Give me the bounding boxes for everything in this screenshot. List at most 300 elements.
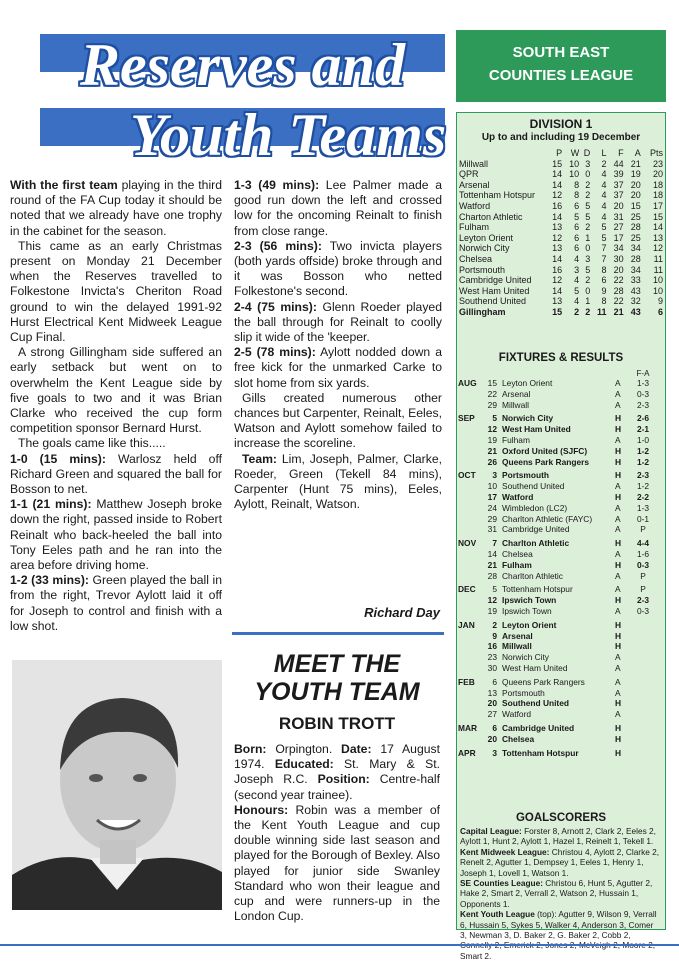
table-cell: 4 (601, 179, 607, 190)
fixture-score: P (640, 584, 646, 595)
table-cell: 5 (601, 232, 607, 243)
team-column-header (459, 148, 545, 159)
table-cell: 15 (630, 200, 641, 211)
table-cell: 12 (652, 243, 663, 254)
team-name: Tottenham Hotspur (459, 190, 536, 201)
fixture-score: 1-0 (636, 434, 650, 445)
goal-entry (10, 452, 222, 498)
table-cell: 14 (552, 179, 563, 190)
fixture-row (458, 584, 664, 595)
table-cell: 43 (630, 306, 641, 317)
goal-time: 1-3 (49 mins): (234, 178, 320, 192)
table-cell: 6 (601, 275, 607, 286)
goalscorers-entry (460, 826, 662, 847)
fixture-month: OCT (458, 470, 476, 481)
fixture-score: P (640, 570, 646, 581)
table-cell: 18 (652, 190, 663, 201)
table-cell: 14 (552, 285, 563, 296)
goal-entry (234, 178, 442, 239)
league-header-line-1: SOUTH EAST (512, 44, 610, 61)
fixture-score: 1-2 (636, 456, 650, 467)
table-cell: 4 (601, 211, 607, 222)
fixture-row (458, 413, 664, 424)
fixture-score: 1-6 (636, 548, 650, 559)
table-cell: 10 (569, 158, 580, 169)
table-cell: 34 (630, 243, 641, 254)
table-cell: 2 (585, 306, 591, 317)
bio-value: St. Mary & St. Joseph R.C. (234, 757, 440, 787)
fixture-opponent: Queens Park Rangers (502, 456, 590, 467)
bio-honours (234, 803, 440, 925)
goal-time: 2-3 (56 mins): (234, 238, 322, 253)
fixture-day: 20 (487, 733, 497, 744)
paragraph-text: playing in the third round of the FA Cup today it should be noted that we already have one trophy in the cabinet for the season. (10, 178, 222, 238)
table-cell: 12 (552, 232, 563, 243)
fixture-opponent: Charlton Athletic (FAYC) (502, 513, 593, 524)
fixture-day: 29 (487, 399, 497, 410)
fixture-opponent: Millwall (502, 399, 529, 410)
table-cell: 6 (657, 306, 663, 317)
fixture-opponent: Watford (502, 491, 534, 502)
fixture-score: 1-2 (636, 445, 650, 456)
fixture-opponent: Arsenal (502, 630, 533, 641)
table-cell: 3 (585, 158, 591, 169)
fixture-opponent: Southend United (502, 481, 565, 492)
page-title (80, 30, 480, 170)
division-subtitle: Up to and including 19 December (481, 132, 641, 143)
table-row (459, 265, 663, 276)
fixture-day: 19 (487, 605, 497, 616)
table-cell: 21 (613, 306, 624, 317)
fixture-score: 2-1 (636, 424, 650, 435)
fixture-row (458, 620, 664, 631)
fixture-row (458, 631, 664, 642)
team-name: Leyton Orient (459, 232, 514, 243)
fixture-opponent: Tottenham Hotspur (502, 747, 579, 758)
table-cell: 20 (630, 179, 641, 190)
fixture-day: 22 (487, 388, 497, 399)
table-cell: 14 (552, 169, 563, 180)
player-photo (12, 660, 222, 910)
fixture-venue: A (615, 378, 621, 388)
fixture-venue: H (615, 424, 622, 435)
fixture-row (458, 641, 664, 652)
table-cell: 14 (552, 211, 563, 222)
fixture-day: 5 (492, 413, 497, 424)
fixture-opponent: Portsmouth (502, 687, 545, 698)
goalscorers-list (460, 826, 662, 961)
fixture-opponent: Cambridge United (502, 722, 575, 733)
meet-title-line-2: YOUTH TEAM (254, 678, 420, 706)
fixture-row (458, 481, 664, 492)
fixture-opponent: Cambridge United (502, 524, 570, 535)
article-column-2 (234, 178, 442, 512)
fixture-row (458, 571, 664, 582)
fixture-row (458, 652, 664, 663)
fixture-venue: A (615, 652, 621, 663)
fixture-venue: A (615, 388, 621, 399)
fixtures-list (458, 378, 664, 758)
fixture-day: 28 (487, 570, 497, 581)
fixture-venue: A (615, 709, 621, 720)
fixture-score: P (640, 524, 646, 535)
table-cell: 2 (574, 306, 580, 317)
fixture-venue: H (615, 445, 622, 456)
scorers-text: Christou 4, Aylott 2, Clarke 2, Renelt 2, Agutter 1, Dempsey 1, Eeles 1, Henry 1, Joseph 1, Lovell 1, Watson 1. (460, 846, 660, 878)
fixture-day: 15 (487, 378, 497, 388)
fixture-row (458, 663, 664, 674)
title-line-2: Youth Teams (130, 102, 447, 168)
fixture-opponent: Chelsea (502, 733, 535, 744)
fixture-score: 1-3 (636, 502, 650, 513)
bio-value: Robin was a member of the Kent Youth League and cup double winning side last season and played for the Borough of Bexley. Also played for junior side Swanley Standard who won their league and cup and were runners-up in the London Cup. (234, 802, 440, 924)
table-cell: 2 (585, 179, 591, 190)
table-row (459, 169, 663, 180)
bio-value: 17 August 1974. (234, 742, 440, 772)
fixture-month: JAN (458, 619, 475, 630)
table-cell: 8 (574, 190, 580, 201)
table-cell: 2 (585, 275, 591, 286)
table-cell: 25 (630, 211, 641, 222)
bio-value: Centre-half (second year trainee). (234, 772, 440, 802)
fixture-opponent: Norwich City (502, 413, 554, 424)
table-row (459, 243, 663, 254)
table-cell: 37 (613, 179, 624, 190)
fixture-day: 10 (487, 481, 497, 492)
goalscorers-entry (460, 847, 662, 878)
team-name: Southend United (459, 296, 527, 307)
table-cell: 15 (552, 306, 563, 317)
fixture-month: APR (458, 747, 476, 758)
table-cell: 28 (613, 285, 624, 296)
column-header: P (556, 148, 563, 158)
table-cell: 43 (630, 285, 641, 296)
goalscorers-title: GOALSCORERS (515, 812, 607, 824)
table-row (459, 254, 663, 265)
table-row (459, 275, 663, 286)
meet-title-line-1: MEET THE (273, 650, 401, 678)
table-cell: 4 (601, 200, 607, 211)
table-cell: 37 (613, 190, 624, 201)
team-name: Gillingham (459, 306, 506, 317)
table-cell: 11 (653, 253, 663, 264)
fixture-row (458, 514, 664, 525)
fixture-day: 23 (487, 652, 497, 663)
fixture-opponent: Watford (502, 709, 532, 720)
fixture-score: 0-3 (636, 559, 650, 570)
table-row (459, 190, 663, 201)
team-name: QPR (459, 169, 479, 180)
table-cell: 10 (652, 275, 663, 286)
table-cell: 2 (585, 222, 591, 233)
fixture-venue: A (615, 584, 621, 595)
team-text: Lim, Joseph, Palmer, Clarke, Roeder, Green (Tekell 84 mins), Carpenter (Hunt 75 mins), Eeles, Aylott, Reinalt, Watson. (234, 451, 442, 512)
table-cell: 22 (613, 275, 624, 286)
table-cell: 6 (574, 222, 580, 233)
table-cell: 2 (601, 158, 607, 169)
column-header: A (634, 148, 641, 158)
goal-text: Matthew Joseph broke down the right, passed inside to Robert Reinalt who back-heeled the ball into Tony Eeles path and he ran into the area before driving home. (10, 497, 222, 573)
fixture-row (458, 688, 664, 699)
fixture-opponent: Portsmouth (502, 470, 549, 481)
title-banner (40, 30, 445, 175)
fixture-venue: H (615, 559, 622, 570)
fixture-venue: A (615, 481, 621, 492)
table-cell: 11 (597, 306, 607, 317)
table-cell: 13 (552, 296, 563, 307)
table-cell: 22 (613, 296, 624, 307)
fixture-month: SEP (458, 413, 475, 424)
bio-label: Educated: (274, 757, 334, 772)
table-cell: 3 (574, 264, 580, 275)
fixture-venue: H (615, 733, 622, 744)
fixture-score: 0-3 (636, 388, 650, 399)
goal-time: 1-0 (15 mins): (10, 451, 106, 466)
fixture-row (458, 389, 664, 400)
fixture-row (458, 709, 664, 720)
table-row (459, 307, 663, 318)
divider (232, 632, 444, 635)
fixture-opponent: West Ham United (502, 424, 571, 435)
fixture-opponent: Leyton Orient (502, 378, 553, 388)
fixture-opponent: Fulham (502, 559, 532, 570)
fixture-row (458, 457, 664, 468)
fixture-row (458, 549, 664, 560)
fixture-row (458, 503, 664, 514)
fixture-day: 31 (487, 524, 497, 535)
league-header-line-2: COUNTIES LEAGUE (488, 67, 634, 84)
fixture-opponent: Tottenham Hotspur (502, 584, 573, 595)
table-cell: 32 (630, 296, 641, 307)
table-cell: 17 (613, 232, 624, 243)
player-portrait-icon (12, 660, 222, 910)
table-cell: 5 (601, 222, 607, 233)
meet-title (232, 650, 442, 706)
table-row (459, 159, 663, 170)
table-cell: 6 (574, 232, 580, 243)
table-cell: 20 (630, 190, 641, 201)
table-cell: 33 (630, 275, 641, 286)
bio-label: Date: (341, 742, 372, 756)
league-table (459, 148, 663, 318)
fixture-venue: A (615, 676, 621, 687)
table-row (459, 296, 663, 307)
fixture-day: 3 (492, 747, 497, 758)
table-cell: 39 (613, 169, 624, 180)
fixture-venue: A (615, 434, 621, 445)
table-cell: 31 (613, 211, 624, 222)
table-row (459, 180, 663, 191)
table-cell: 4 (574, 275, 580, 286)
table-cell: 23 (652, 158, 663, 169)
table-cell: 4 (574, 296, 580, 307)
table-cell: 17 (652, 200, 663, 211)
fixture-venue: A (615, 502, 621, 513)
fixture-day: 19 (487, 434, 497, 445)
bio-label: Position: (317, 772, 370, 787)
table-row (459, 286, 663, 297)
league-table-header (459, 148, 663, 159)
table-cell: 20 (613, 264, 624, 275)
team-name: West Ham United (459, 285, 530, 296)
table-cell: 8 (601, 296, 607, 307)
fixture-row (458, 435, 664, 446)
fixture-day: 17 (487, 491, 497, 502)
article-paragraph: This came as an early Christmas present on Monday 21 December when the Reserves travelled to Folkestone Invicta's Cheriton Road ground to win the delayed 1991-92 Hurst Electrical Kent Midweek League Cup Final. (10, 238, 222, 345)
league-header (456, 30, 666, 102)
fixture-row (458, 723, 664, 734)
fixture-venue: A (615, 570, 621, 581)
table-cell: 6 (574, 200, 580, 211)
fixture-venue: H (615, 470, 622, 481)
table-row (459, 212, 663, 223)
goal-text: Aylott nodded down a free kick for the unmarked Carke to slot home from six yards. (234, 345, 442, 390)
fixture-day: 7 (492, 538, 497, 549)
table-cell: 15 (552, 158, 563, 169)
team-name: Norwich City (459, 243, 510, 254)
fixture-day: 20 (487, 698, 497, 709)
fixture-day: 26 (487, 456, 497, 467)
competition-label: Kent Youth League (460, 909, 535, 920)
team-name: Watford (459, 200, 491, 211)
division-title: DIVISION 1 (529, 117, 593, 131)
fixture-row (458, 492, 664, 503)
team-name: Charton Athletic (459, 211, 523, 222)
table-cell: 5 (585, 200, 591, 211)
table-row (459, 201, 663, 212)
fixture-opponent: Wimbledon (LC2) (502, 502, 568, 513)
table-cell: 5 (574, 285, 580, 296)
bio-label: Honours: (234, 802, 289, 817)
fixture-venue: H (615, 630, 622, 641)
bio-label: Born: (234, 742, 267, 756)
fixture-venue: H (615, 747, 622, 758)
goal-text: Lee Palmer made a good run down the left and crossed low for the oncoming Reinalt to finish from close range. (234, 178, 442, 238)
fixture-venue: A (615, 548, 621, 559)
table-cell: 34 (630, 264, 641, 275)
fixture-venue: H (615, 698, 622, 709)
table-cell: 8 (601, 264, 607, 275)
table-cell: 10 (569, 169, 580, 180)
fixture-day: 16 (487, 641, 497, 652)
competition-label: Kent Midweek League: (460, 846, 550, 857)
table-cell: 34 (613, 243, 624, 254)
fixture-day: 24 (487, 502, 497, 513)
team-name: Arsenal (459, 179, 490, 190)
table-cell: 5 (585, 264, 591, 275)
goal-entry (234, 239, 442, 300)
team-name: Fulham (459, 222, 490, 233)
fixture-venue: A (615, 687, 621, 698)
goal-text: Green played the ball in from the right, Trevor Aylott laid it off for Joseph to control and finish with a low shot. (10, 573, 222, 633)
fixture-venue: A (615, 524, 621, 535)
fixture-opponent: Charlton Athletic (502, 538, 570, 549)
article-paragraph (10, 178, 222, 239)
table-cell: 1 (585, 296, 591, 307)
fixture-opponent: Fulham (502, 434, 530, 445)
fixture-day: 27 (487, 709, 497, 720)
fixture-row (458, 378, 664, 389)
fixture-score: 2-2 (636, 491, 650, 502)
table-cell: 9 (657, 296, 663, 307)
table-cell: 28 (630, 222, 641, 233)
table-cell: 15 (652, 211, 663, 222)
table-row (459, 233, 663, 244)
goal-time: 1-1 (21 mins): (10, 497, 92, 512)
table-cell: 16 (552, 264, 563, 275)
fixture-opponent: Norwich City (502, 652, 549, 663)
fixture-score: 2-3 (636, 399, 650, 410)
article-paragraph: The goals came like this..... (18, 436, 166, 451)
fixture-row (458, 400, 664, 411)
fixture-opponent: Chelsea (502, 548, 533, 559)
fixture-month: FEB (458, 676, 475, 687)
fixture-day: 5 (492, 584, 497, 595)
bottom-rule (0, 944, 679, 946)
fixture-venue: H (615, 456, 622, 467)
goal-time: 2-4 (75 mins): (234, 299, 317, 314)
table-cell: 19 (630, 169, 641, 180)
fixture-score: 4-4 (636, 538, 650, 549)
table-cell: 13 (552, 243, 563, 254)
table-cell: 5 (574, 211, 580, 222)
scorers-text: (top): Agutter 9, Wilson 9, Verrall 6, Hussain 5, Sykes 5, Walker 4, Anderson 3, Comer 3, Newman 3, D. Baker 2, G. Baker 2, Cobb 2, Smart 2. (460, 909, 657, 961)
title-line-1: Reserves and (80, 32, 405, 98)
fixture-day: 6 (492, 722, 497, 733)
scorers-text: Christou 6, Hunt 5, Agutter 2, Hake 2, Smart 2, Verrall 2, Watson 2, Hussain 1, Opponents 1. (460, 878, 653, 909)
table-row (459, 222, 663, 233)
competition-label: Capital League: (460, 826, 522, 836)
team-name: Chelsea (459, 253, 493, 264)
table-cell: 3 (585, 253, 591, 264)
team-name: Portsmouth (459, 264, 506, 275)
goalscorers-entry (460, 878, 662, 909)
fixture-venue: H (615, 641, 622, 652)
fixture-venue: A (615, 662, 621, 673)
article-paragraph: Gills created numerous other chances but Carpenter, Reinalt, Eeles, Watson and Aylott somehow failed to increase the scoreline. (234, 390, 442, 451)
table-cell: 4 (601, 190, 607, 201)
fixture-opponent: Southend United (502, 698, 569, 709)
team-name: Cambridge United (459, 275, 532, 286)
fixture-day: 21 (487, 445, 497, 456)
fixture-venue: H (615, 491, 622, 502)
table-cell: 12 (552, 190, 563, 201)
fixture-opponent: Arsenal (502, 388, 531, 399)
fixture-venue: H (615, 538, 622, 549)
table-cell: 14 (652, 222, 663, 233)
table-cell: 16 (552, 200, 563, 211)
table-cell: 4 (574, 253, 580, 264)
fixture-score: 1-2 (636, 481, 650, 492)
fixture-day: 29 (487, 513, 497, 524)
fixture-day: 13 (487, 687, 497, 698)
fixture-venue: A (615, 513, 621, 524)
league-table-body (459, 159, 663, 318)
fixture-score: 0-3 (636, 605, 650, 616)
player-name: ROBIN TROTT (278, 714, 396, 733)
fixture-day: 6 (492, 676, 497, 687)
table-cell: 44 (613, 158, 624, 169)
column-header: Pts (649, 148, 663, 158)
fixture-score: 2-6 (636, 413, 650, 424)
fixture-row (458, 538, 664, 549)
fixtures-score-header: F-A (636, 369, 650, 378)
fixture-score: 0-1 (636, 513, 650, 524)
fixture-row (458, 677, 664, 688)
fixture-row (458, 560, 664, 571)
table-cell: 0 (585, 285, 591, 296)
article-column-1 (10, 178, 222, 634)
